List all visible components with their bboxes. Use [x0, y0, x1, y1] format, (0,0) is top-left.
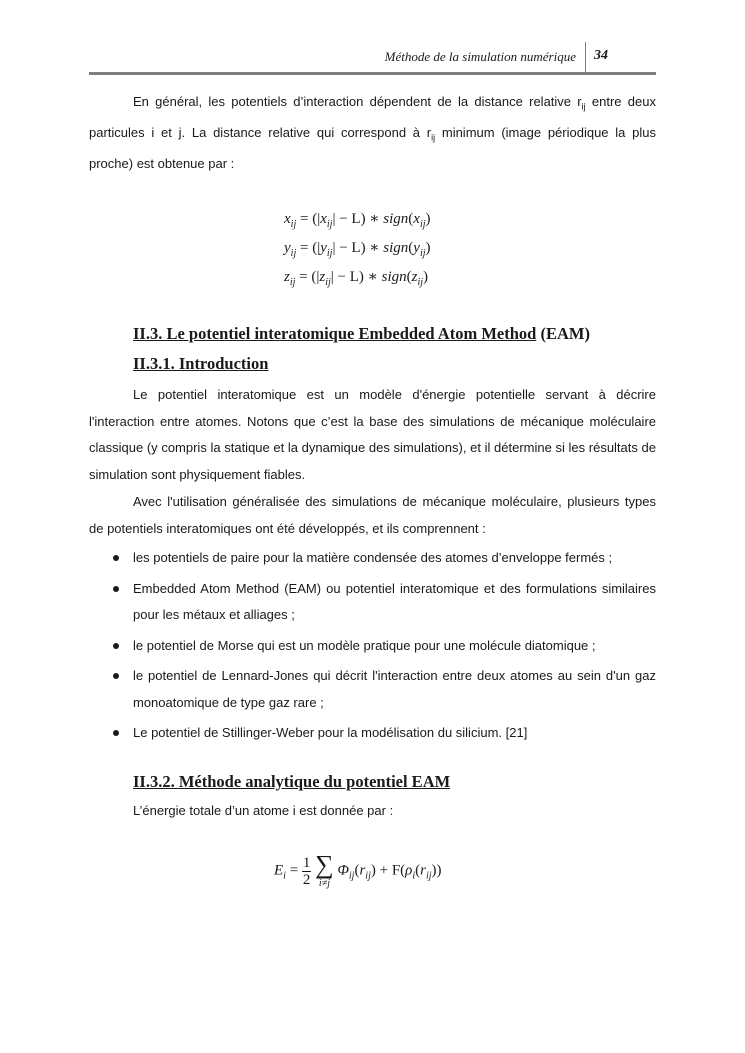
- eq-x-arg: x: [413, 211, 420, 227]
- section-II3-title-rest: (EAM): [536, 324, 590, 343]
- eq-x-paren-close: ): [425, 211, 431, 227]
- eq-x-inner: x: [320, 211, 327, 227]
- eq-x-paren-open: (: [408, 211, 414, 227]
- eq-x-lhs: x: [284, 211, 291, 227]
- page-number: 34: [594, 48, 608, 63]
- eam-frac-num: 1: [302, 854, 311, 871]
- eam-r2-sub: ij: [425, 870, 432, 882]
- eq-y-lhs: y: [284, 240, 291, 256]
- equation-y: [284, 238, 431, 259]
- list-item: les potentiels de paire pour la matière condensée des atomes d’enveloppe fermés ;: [89, 545, 656, 572]
- list-item: Le potentiel de Stillinger-Weber pour la modélisation du silicium. [21]: [89, 720, 656, 747]
- eam-lhs-sub: i: [283, 870, 286, 882]
- eam-r1: r: [359, 862, 366, 879]
- eam-phi-sub: ij: [348, 870, 355, 882]
- eq-z-arg-sub: ij: [417, 277, 424, 288]
- intro-text-a: En général, les potentiels d’interaction dépendent de la distance relative r: [133, 94, 582, 109]
- eam-lhs: E: [274, 862, 284, 879]
- eq-y-arg-sub: ij: [419, 248, 426, 259]
- eq-x-open: = (|: [299, 211, 321, 227]
- eq-x-close: | − L) ∗: [332, 211, 384, 227]
- eq-y-lhs-sub: ij: [290, 248, 297, 259]
- section-II3-title-underlined: II.3. Le potentiel interatomique Embedded Atom Method: [133, 324, 537, 343]
- eq-z-lhs-sub: ij: [289, 277, 296, 288]
- eam-rho-sub: i: [412, 870, 416, 882]
- eam-sum-limit: i≠j: [318, 878, 330, 889]
- eam-fraction: [302, 855, 312, 888]
- eq-z-arg: z: [411, 269, 418, 285]
- intro-text-b: entre deux particules i et j. La distance relative qui correspond à r: [89, 94, 656, 141]
- eq-y-inner-sub: ij: [326, 248, 333, 259]
- introduction-paragraph-1: Le potentiel interatomique est un modèle d'énergie potentielle servant à décrire l'interaction entre atomes. Notons que c’est la base des simulations de mécanique moléculaire classique (y compris la statique et la dynamique des simulations), et il détermine si les résultats de simulation sont physiquement fiables.: [89, 387, 656, 482]
- equation-x: [284, 209, 431, 230]
- header-separator: [585, 42, 586, 72]
- eam-close: )): [431, 862, 442, 879]
- eam-phi: Φ: [337, 862, 349, 879]
- eam-equals: =: [285, 862, 302, 879]
- eam-rho: ρ: [405, 862, 413, 879]
- section-heading-II32: [133, 772, 450, 792]
- eam-sigma: ∑: [315, 850, 334, 879]
- eq-z-open: = (|: [299, 269, 320, 285]
- eam-plus-F: + F(: [375, 862, 406, 879]
- eam-energy-equation: $E_i$ = $\frac{1}{2}$ ∑ i≠j $\Phi_{ij}(r_{ij}) + F(\rho_i(r_{ij}))$: [274, 850, 442, 889]
- eq-y-paren-close: ): [425, 240, 431, 256]
- section-II31-title: II.3.1. Introduction: [133, 354, 269, 373]
- eam-r2: r: [420, 862, 426, 879]
- list-item: le potentiel de Morse qui est un modèle pratique pour une molécule diatomique ;: [89, 633, 656, 660]
- eq-y-close: | − L) ∗: [332, 240, 384, 256]
- intro-sub-2: ij: [431, 132, 436, 143]
- eq-z-paren-close: ): [423, 269, 429, 285]
- eq-y-paren-open: (: [408, 240, 414, 256]
- equation-z: [284, 267, 428, 288]
- intro-paragraph: [89, 89, 656, 178]
- intro-sub-1: ij: [581, 101, 586, 112]
- intro-text-c: minimum (image périodique la plus proche) est obtenue par :: [89, 125, 657, 172]
- eam-intro-paragraph: L’énergie totale d’un atome i est donnée par :: [133, 803, 394, 818]
- running-header: [89, 42, 656, 75]
- eq-z-lhs: z: [284, 269, 290, 285]
- eam-r1-sub: ij: [365, 870, 371, 882]
- eq-x-inner-sub: ij: [326, 219, 333, 230]
- eq-y-arg: y: [413, 240, 420, 256]
- introduction-paragraph-2: Avec l'utilisation généralisée des simulations de mécanique moléculaire, plusieurs types de potentiels interatomiques ont été développés, et ils comprennent :: [89, 494, 656, 536]
- eam-frac-den: 2: [302, 871, 311, 888]
- eq-y-open: = (|: [299, 240, 321, 256]
- section-heading-II3: [133, 324, 590, 344]
- header-title: Méthode de la simulation numérique: [384, 49, 576, 64]
- eq-z-inner: z: [319, 269, 326, 285]
- list-item: le potentiel de Lennard-Jones qui décrit l'interaction entre deux atomes au sein d'un gaz monoatomique de type gaz rare ;: [89, 663, 656, 716]
- list-item: Embedded Atom Method (EAM) ou potentiel interatomique et des formulations similaires pour les métaux et alliages ;: [89, 576, 656, 629]
- eq-z-paren-open: (: [406, 269, 412, 285]
- eq-y-inner: y: [320, 240, 327, 256]
- potential-types-list: [89, 545, 656, 751]
- eam-summation: [315, 852, 334, 890]
- eq-z-close: | − L) ∗: [330, 269, 382, 285]
- section-II32-title: II.3.2. Méthode analytique du potentiel EAM: [133, 772, 451, 791]
- eq-z-inner-sub: ij: [325, 277, 331, 288]
- eq-x-lhs-sub: ij: [290, 219, 297, 230]
- section-heading-II31: [133, 354, 268, 374]
- eq-z-sign: sign: [381, 269, 407, 285]
- eq-y-sign: sign: [383, 240, 409, 256]
- eq-x-arg-sub: ij: [419, 219, 426, 230]
- eq-x-sign: sign: [383, 211, 409, 227]
